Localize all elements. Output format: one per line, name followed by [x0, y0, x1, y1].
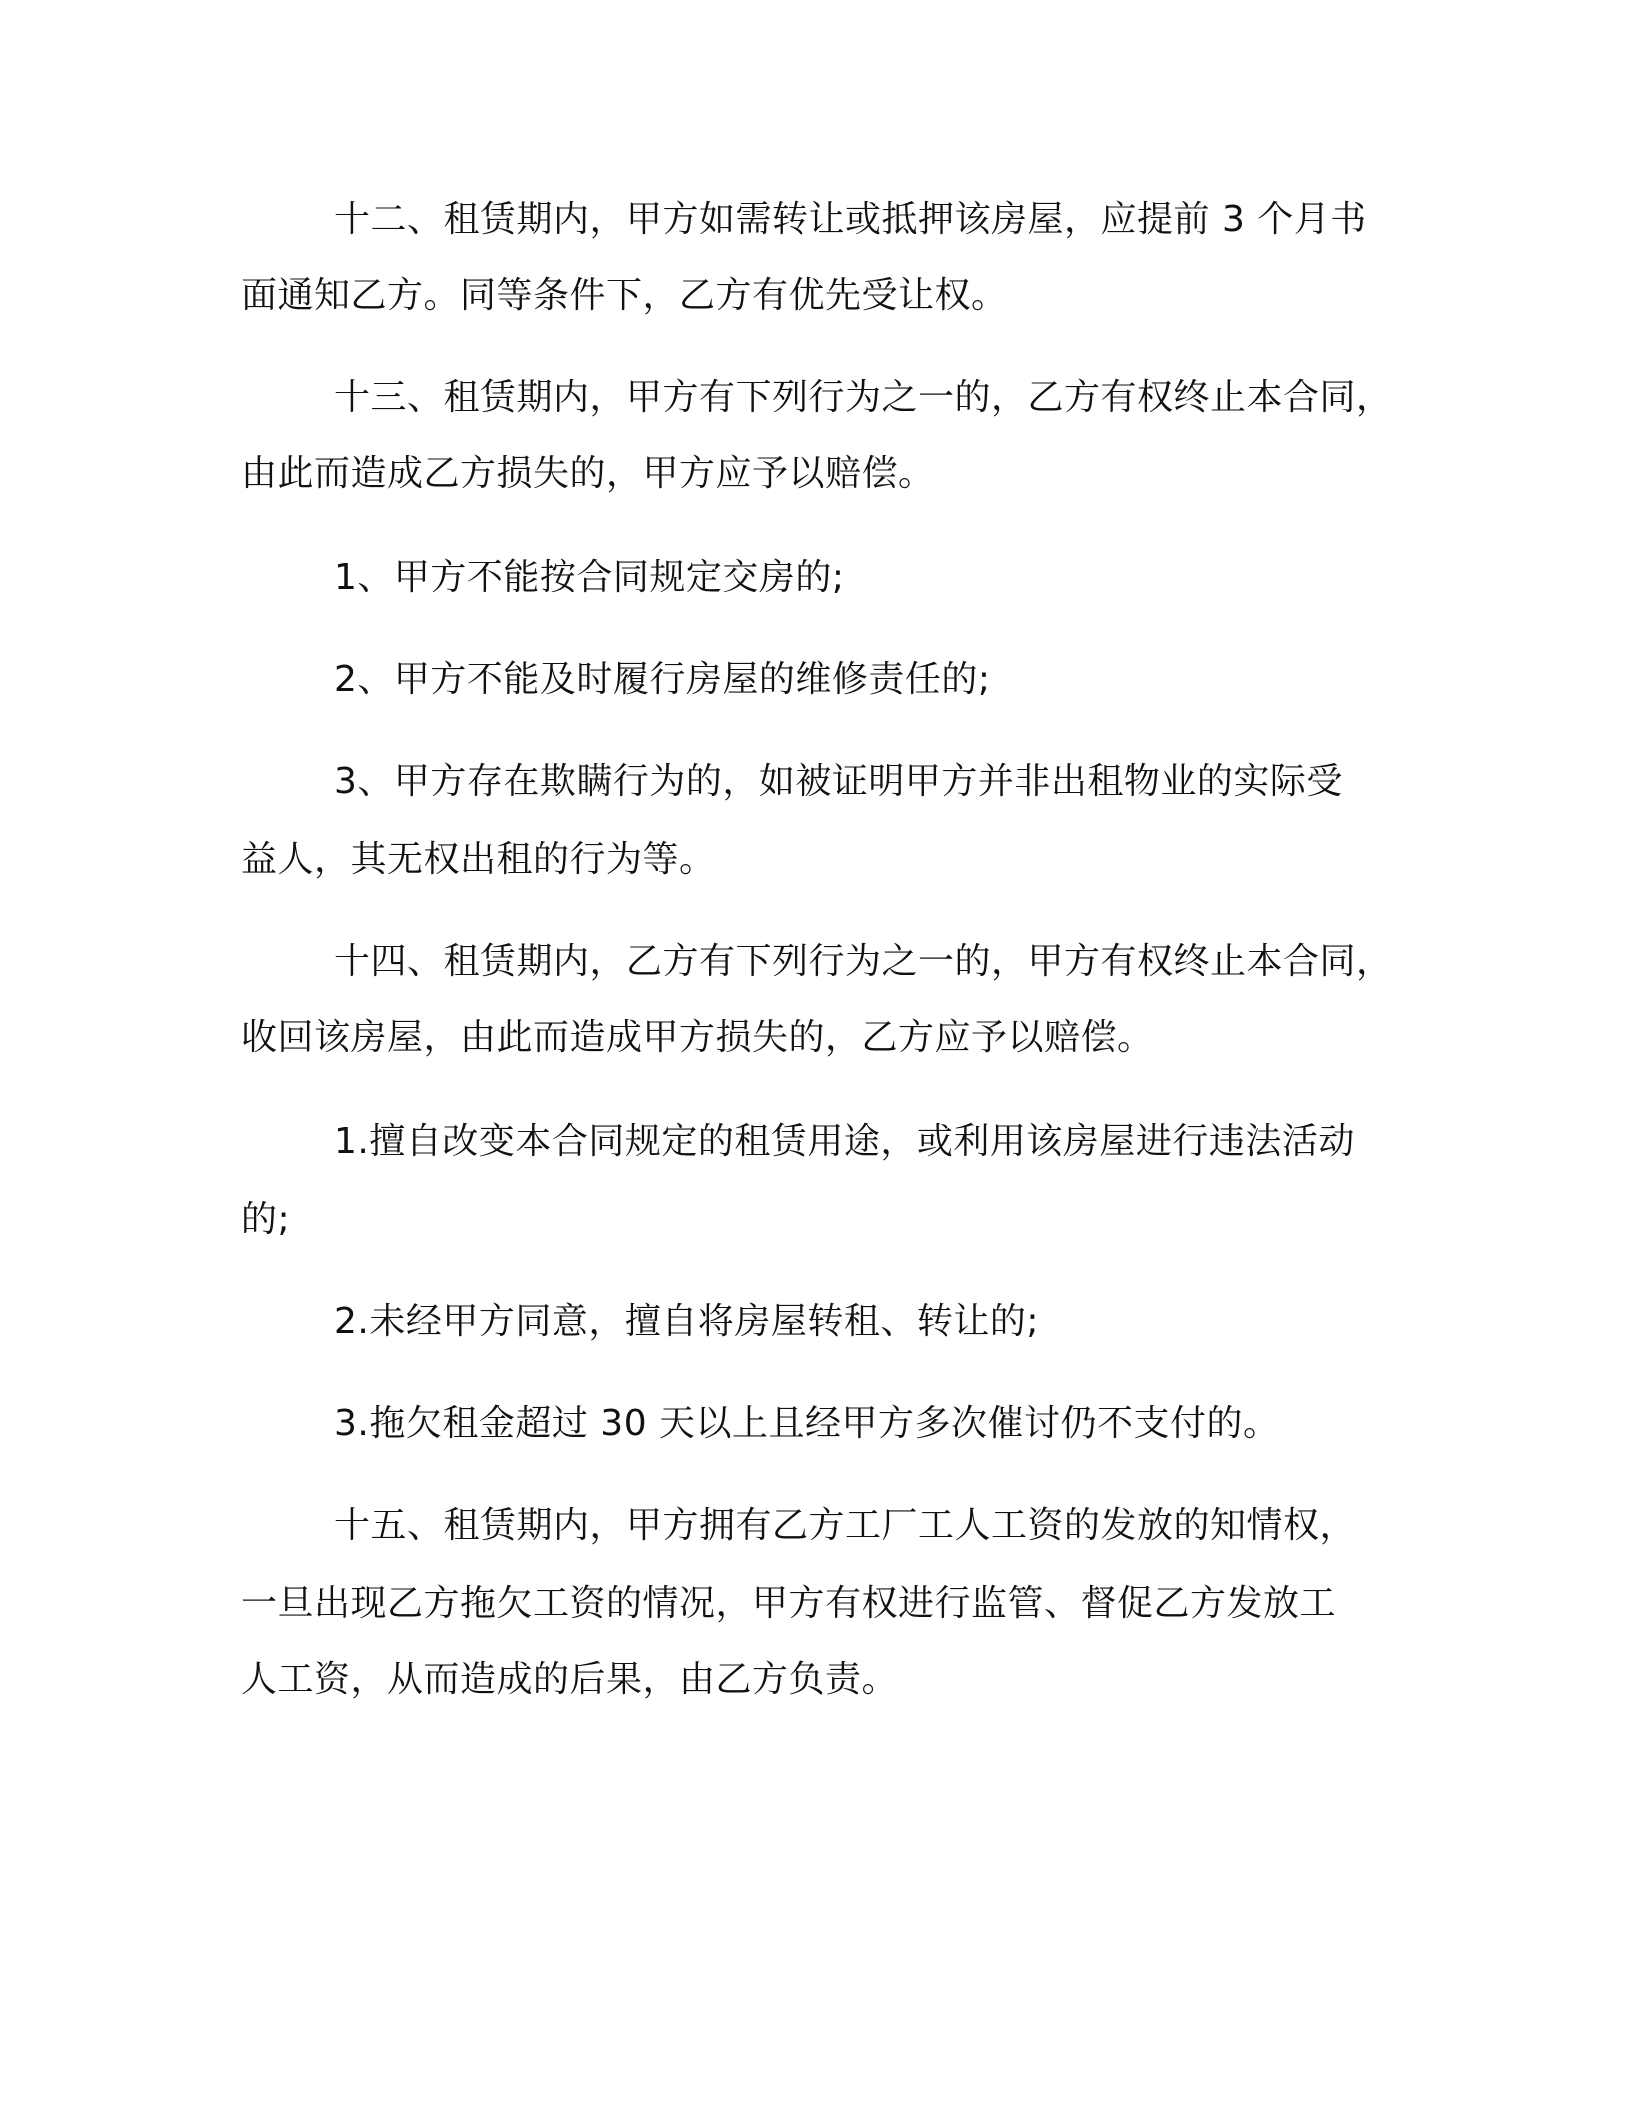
clause-12-line-1: 十二、租赁期内，甲方如需转让或抵押该房屋，应提前 3 个月书: [334, 199, 1367, 240]
clause-15-line-2: 一旦出现乙方拖欠工资的情况，甲方有权进行监管、督促乙方发放工: [241, 1583, 1337, 1624]
clause-12-line-2: 面通知乙方。同等条件下，乙方有优先受让权。: [241, 275, 1008, 316]
clause-14-item-2: 2.未经甲方同意，擅自将房屋转租、转让的;: [334, 1301, 1039, 1342]
clause-15-line-3: 人工资，从而造成的后果，由乙方负责。: [241, 1659, 899, 1700]
clause-13-item-2: 2、甲方不能及时履行房屋的维修责任的;: [334, 659, 991, 700]
clause-13-item-3-line-1: 3、甲方存在欺瞒行为的，如被证明甲方并非出租物业的实际受: [334, 761, 1343, 802]
clause-14-item-1-line-2: 的;: [241, 1199, 291, 1240]
clause-15-line-1: 十五、租赁期内，甲方拥有乙方工厂工人工资的发放的知情权，: [334, 1505, 1357, 1546]
clause-14-line-1: 十四、租赁期内，乙方有下列行为之一的，甲方有权终止本合同，: [334, 941, 1393, 982]
clause-14-item-3: 3.拖欠租金超过 30 天以上且经甲方多次催讨仍不支付的。: [334, 1403, 1280, 1444]
clause-13-item-3-line-2: 益人，其无权出租的行为等。: [241, 839, 716, 880]
clause-13-item-1: 1、甲方不能按合同规定交房的;: [334, 557, 845, 598]
clause-13-line-2: 由此而造成乙方损失的，甲方应予以赔偿。: [241, 453, 935, 494]
clause-14-item-1-line-1: 1.擅自改变本合同规定的租赁用途，或利用该房屋进行违法活动: [334, 1121, 1355, 1162]
clause-14-line-2: 收回该房屋，由此而造成甲方损失的，乙方应予以赔偿。: [241, 1017, 1154, 1058]
clause-13-line-1: 十三、租赁期内，甲方有下列行为之一的，乙方有权终止本合同，: [334, 377, 1393, 418]
